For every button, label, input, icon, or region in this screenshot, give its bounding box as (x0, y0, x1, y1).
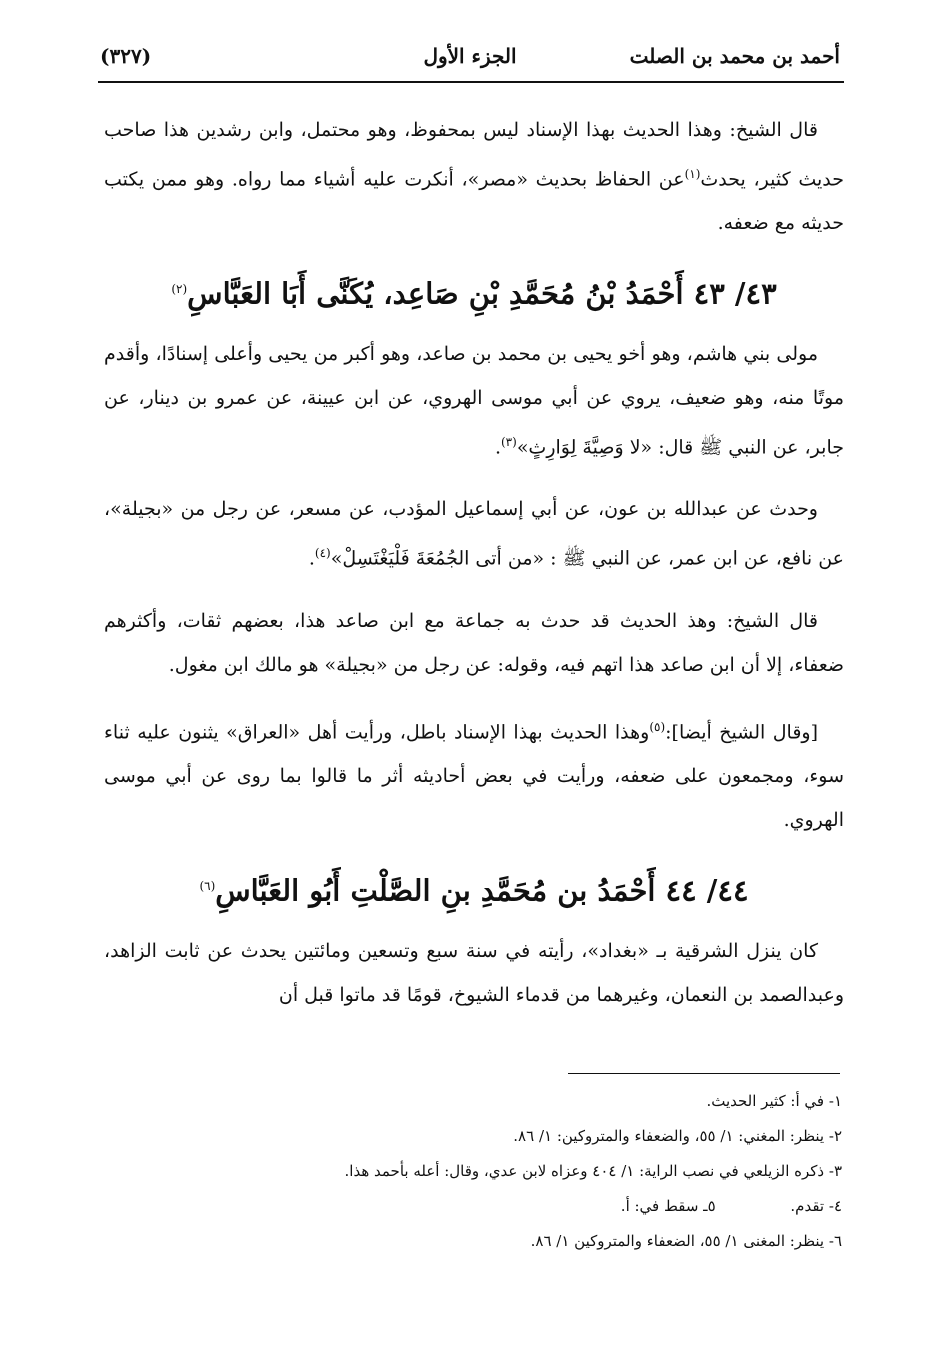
footnote-4-5 (104, 1189, 842, 1224)
entry-title-44: ٤٤/ ٤٤ أَحْمَدُ بن مُحَمَّدِ بنِ الصَّلْتِ أَبُو العَبَّاسِ$^{(٦)}$ (199, 873, 749, 908)
paragraph-6: كان ينزل الشرقية بـ «بغداد»، رأيته في سنة سبع وتسعين ومائتين يحدث عن ثابت الزاهد، وعبدالصمد بن النعمان، وغيرهما من قدماء الشيوخ، قومًا قد ماتوا قبل أن (104, 939, 844, 1006)
footnotes (104, 1084, 842, 1259)
header-page-number: (٣٢٧) (100, 44, 152, 68)
footnote-4: ٤- تقدم. (790, 1197, 842, 1215)
footnote-3: ٣- ذكره الزيلعي في نصب الراية: ١/ ٤٠٤ وعزاه لابن عدي، وقال: أعله بأحمد هذا. (344, 1162, 842, 1180)
paragraph-5: [وقال الشيخ أيضا]:$^{(٥)}$وهذا الحديث بهذا الإسناد باطل، ورأيت أهل «العراق» يثنون عليه ثناء سوء، ومجمعون على ضعفه، ورأيت في بعض أحاديثه أثر ما قالوا بما روى عن أبي موسى الهروي. (104, 719, 844, 831)
header-volume: الجزء الأول (423, 44, 517, 68)
paragraph-1: قال الشيخ: وهذا الحديث بهذا الإسناد ليس بمحفوظ، وهو محتمل، وابن رشدين هذا صاحب حديث كثير، يحدث$^{(١)}$عن الحفاظ بحديث «مصر»، أنكرت عليه أشياء مما رواه. وهو ممن يكتب حديثه مع ضعفه. (104, 119, 844, 235)
entry-title-43: ٤٣/ ٤٣ أَحْمَدُ بْنُ مُحَمَّدِ بْنِ صَاعِد، يُكَنَّى أَبَا العَبَّاسِ$^{(٢)}$ (171, 276, 777, 311)
footnote-2: ٢- ينظر: المغني: ١/ ٥٥، والضعفاء والمتروكين: ١/ ٨٦. (513, 1127, 842, 1145)
footnote-ref-2: (٢) (171, 282, 188, 297)
paragraph-2: مولى بني هاشم، وهو أخو يحيى بن محمد بن صاعد، وهو أكبر من يحيى وأعلى إسنادًا، وأقدم موتًا منه، وهو ضعيف، يروي عن أبي موسى الهروي، عن ابن عيينة، عن عمرو بن دينار، عن جابر، عن النبي ﷺ قال: «لا وَصِيَّةَ لِوَارِثٍ»$^{(٣)}$. (104, 342, 844, 459)
footnote-ref-4: (٤) (314, 546, 331, 561)
footnote-divider (568, 1073, 840, 1074)
paragraph-4: قال الشيخ: وهذ الحديث قد حدث به جماعة مع ابن صاعد هذا، بعضهم ثقات، وأكثرهم ضعفاء، إلا أن ابن صاعد هذا اتهم فيه، وقوله: عن رجل من «بجيلة» هو مالك ابن مغول. (104, 609, 844, 676)
running-header (100, 38, 840, 78)
footnote-ref-3: (٣) (500, 434, 517, 449)
footnote-ref-5: (٥) (649, 719, 666, 734)
header-author: أحمد بن محمد بن الصلت (629, 44, 840, 68)
footnote-ref-1: (١) (684, 167, 701, 181)
paragraph-3: وحدث عن عبدالله بن عون، عن أبي إسماعيل المؤدب، عن مسعر، عن رجل من «بجيلة»، عن نافع، عن ابن عمر، عن النبي ﷺ : «من أتى الجُمُعَةَ فَلْيَغْتَسِلْ»$^{(٤)}$. (104, 498, 844, 570)
footnote-1: ١- في أ: كثير الحديث. (706, 1092, 842, 1110)
main-text (104, 108, 844, 1035)
footnote-6: ٦- ينظر: المغنى ١/ ٥٥، الضعفاء والمتروكين ١/ ٨٦. (530, 1232, 842, 1250)
header-divider (98, 81, 844, 83)
footnote-ref-6: (٦) (199, 878, 216, 893)
footnote-5: ٥ـ سقط في: أ. (620, 1197, 716, 1215)
